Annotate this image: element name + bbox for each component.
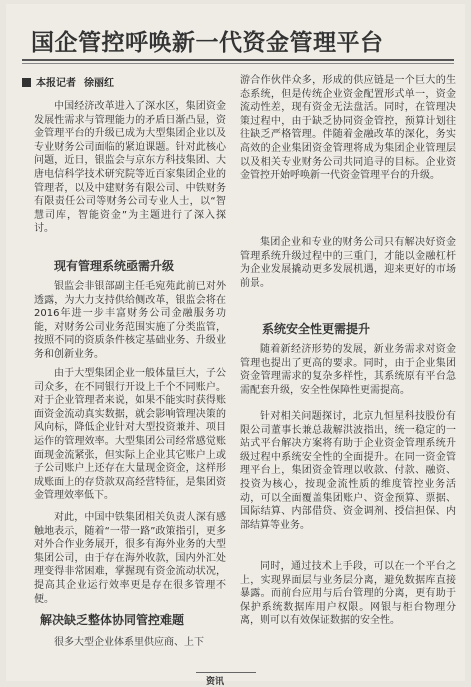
byline-square-icon: [22, 78, 31, 87]
footer-rule: [196, 672, 256, 673]
left-paragraph-1: 中国经济改革进入了深水区，集团资金发展性需求与管理能力的矛盾日渐凸显，资金管理平台的升级已成为大型集团企业以及专业财务公司面临的紧迫课题。针对此核心问题，近日，银监会与京东方科技集团、大唐电信科学技术研究院等近百家集团企业的管理者，以及中建财务有限公司、中铁财务有限责任公司等财务公司专业人士，以“智慧司库，智能资金”为主题进行了深入探讨。: [34, 101, 226, 235]
byline-label: 本报记者: [36, 78, 76, 89]
title-rule-thin: [22, 63, 454, 64]
left-subheading-2: 解决缺乏整体协同管控难题: [40, 613, 185, 627]
byline: [22, 74, 222, 89]
left-subheading-1: 现有管理系统亟需升级: [54, 259, 175, 273]
right-subheading-1: 系统安全性更需提升: [262, 322, 371, 336]
byline-author: 徐丽红: [84, 78, 114, 89]
left-paragraph-3: 由于大型集团企业一般体量巨大，子公司众多，在不同银行开设上千个不同账户。对于企业管理者来说，如果不能实时获得账面资金流动真实数据，就会影响管理决策的风向标，降低企业针对大型投资兼并、项目运作的管理效率。大型集团公司经常感觉账面现金流紧张，但实际上企业其它账户上或子公司账户上还存在大量现金资金，这样形成账面上的存贷款双高经营特征，是集团资金管理效率低下。: [34, 368, 226, 502]
section-footer: 资讯: [206, 677, 225, 687]
article-title: 国企管控呼唤新一代资金管理平台: [31, 30, 384, 56]
right-paragraph-1: 游合作伙伴众多，形成的供应链是一个巨大的生态系统，但是传统企业资金配置形式单一，资金流动性差，现有资金无法盘活。同时，在管理决策过程中，由于缺乏协同资金管控，预算计划往往缺乏严格管理。伴随着金融改革的深化，务实高效的企业集团资金管理将成为集团企业管理层以及相关专业财务公司共同追寻的目标。企业资金管控开始呼唤新一代资金管理平台的升级。: [240, 75, 456, 182]
left-paragraph-4: 对此，中国中铁集团相关负责人深有感触地表示，随着“一带一路”政策指引，更多对外合作业务展开，很多有海外业务的大型集团公司，由于存在海外收款，国内外汇处理变得非常困难，掌握现有资金流动状况，提高其企业运行效率更是存在很多管理不便。: [34, 512, 226, 605]
right-paragraph-2: 集团企业和专业的财务公司只有解决好资金管理系统升级过程中的三重门，才能以金融杠杆为企业发展撬动更多发展机遇，迎来更好的市场前景。: [240, 237, 456, 289]
title-rule: [22, 59, 454, 61]
left-paragraph-2: 银监会非银部副主任毛宛苑此前已对外透露，为大力支持供给侧改革，银监会将在2016年进一步丰富财务公司金融服务功能，对财务公司业务范围实施了分类监管，按照不同的资质条件核定基础业务、升级业务和创新业务。: [34, 281, 226, 360]
right-paragraph-4: 针对相关问题探讨，北京九恒星科技股份有限公司董事长兼总裁解洪波指出，统一稳定的一站式平台解决方案将有助于企业资金管理系统升级过程中系统安全性的全面提升。在同一资金管理平台上，集团资金管理以收款、付款、融资、投资为核心，按现金流性质的维度管控业务活动，可以全面覆盖集团账户、资金预算、票据、国际结算、内部借贷、资金调剂、授信担保、内部结算等业务。: [240, 411, 456, 531]
right-paragraph-3: 随着新经济形势的发展，新业务需求对资金管理也提出了更高的要求。同时，由于企业集团资金管理需求的复杂多样性，其系统原有平台急需配套升级，安全性保障性更需提高。: [240, 344, 456, 396]
newspaper-page: [6, 4, 465, 687]
right-paragraph-5: 同时，通过技术上手段，可以在一个平台之上，实现界面层与业务层分离，避免数据库直接暴露。而前台应用与后台管理的分离，更有助于保护系统数据库用户权限。网银与柜台物理分离，则可以有效保证数据的安全性。: [240, 561, 456, 627]
left-paragraph-5: 很多大型企业体系里供应商、上下: [54, 637, 204, 648]
